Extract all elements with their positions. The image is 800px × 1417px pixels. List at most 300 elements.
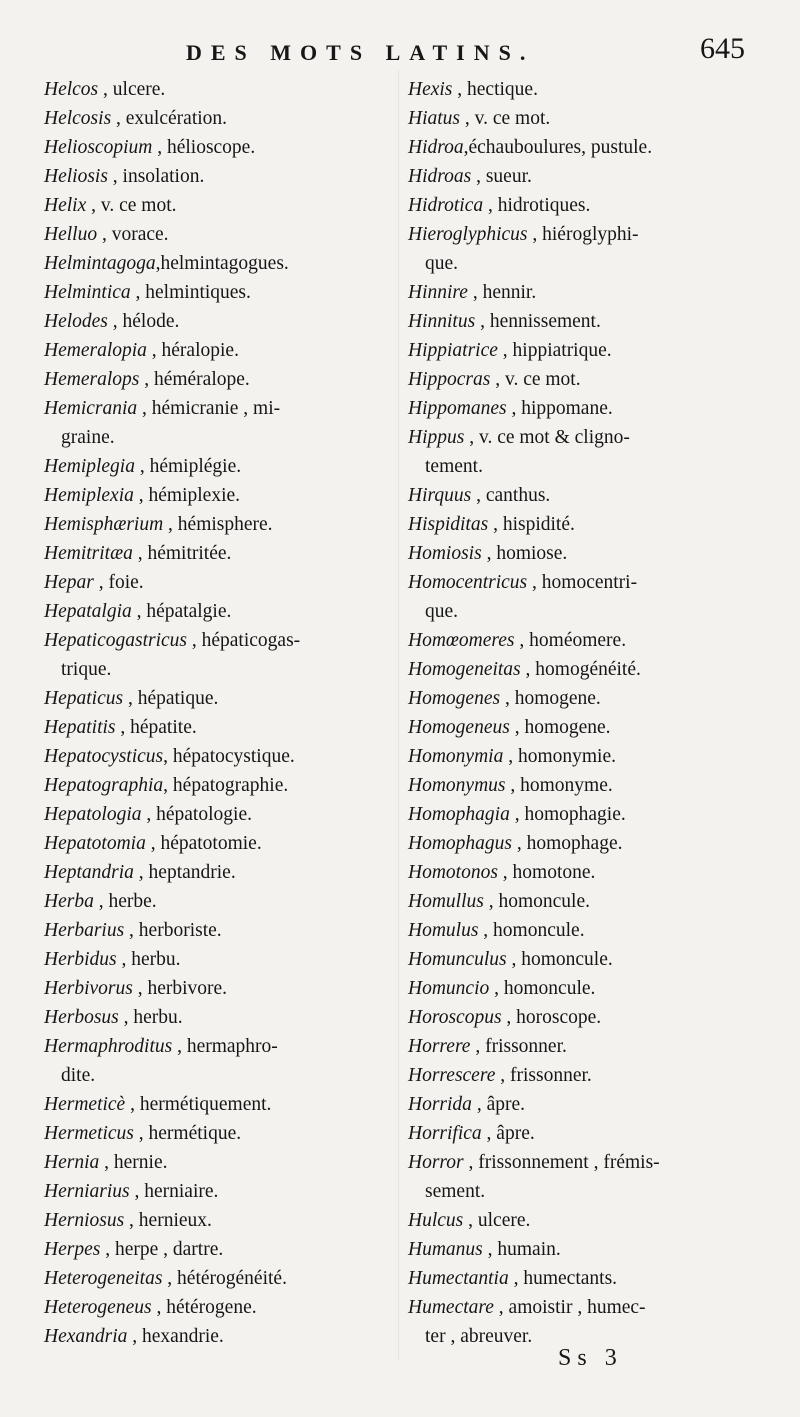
- entry-separator: ,: [475, 311, 490, 332]
- entry-separator: ,: [481, 1123, 497, 1144]
- latin-headword: Hirquus: [408, 485, 472, 506]
- french-translation: hippomane.: [521, 398, 613, 419]
- latin-headword: Horrida: [408, 1094, 472, 1115]
- latin-headword: Heliosis: [44, 166, 108, 187]
- french-translation: sement.: [425, 1181, 486, 1202]
- french-translation: hépaticogas-: [201, 630, 301, 651]
- latin-headword: Herbidus: [44, 949, 117, 970]
- french-translation: hémiplexie.: [148, 485, 241, 506]
- french-translation: hexandrie.: [142, 1326, 224, 1347]
- entry-separator: ,: [93, 891, 109, 912]
- latin-headword: Homophagia: [408, 804, 510, 825]
- entry-continuation: [44, 423, 394, 452]
- latin-headword: Hepaticus: [44, 688, 124, 709]
- entry-separator: ,: [129, 1181, 145, 1202]
- french-translation: homogene.: [514, 688, 601, 709]
- french-translation: hémiplégie.: [149, 456, 242, 477]
- french-translation: v. ce mot & cligno-: [478, 427, 630, 448]
- latin-headword: Humectare: [408, 1297, 494, 1318]
- printer-signature-mark: Ss 3: [558, 1345, 623, 1371]
- entry-separator: ,: [111, 108, 126, 129]
- entry-separator: ,: [163, 514, 178, 535]
- entry-separator: ,: [497, 862, 513, 883]
- french-translation: hippiatrique.: [512, 340, 612, 361]
- french-translation: v. ce mot.: [100, 195, 177, 216]
- dictionary-entry: [44, 1119, 394, 1148]
- latin-headword: Hippocras: [408, 369, 491, 390]
- entry-separator: ,: [506, 949, 522, 970]
- latin-headword: Hinnitus: [408, 311, 476, 332]
- latin-headword: Herbivorus: [44, 978, 133, 999]
- french-translation: herniaire.: [144, 1181, 219, 1202]
- latin-headword: Hippomanes: [408, 398, 507, 419]
- entry-separator: ,: [131, 601, 147, 622]
- french-translation: hépatalgie.: [146, 601, 232, 622]
- french-translation: hernieux.: [138, 1210, 212, 1231]
- latin-headword: Hexandria: [44, 1326, 128, 1347]
- entry-separator: ,: [471, 485, 486, 506]
- entry-separator: ,: [463, 137, 469, 158]
- entry-separator: ,: [483, 891, 499, 912]
- french-translation: que.: [425, 253, 459, 274]
- french-translation: ter , abreuver.: [425, 1326, 533, 1347]
- dictionary-entry: [408, 713, 758, 742]
- french-translation: hennissement.: [489, 311, 601, 332]
- french-translation: homotone.: [512, 862, 596, 883]
- french-translation: hémitritée.: [147, 543, 232, 564]
- latin-headword: Hemeralops: [44, 369, 140, 390]
- latin-headword: Horrere: [408, 1036, 471, 1057]
- dictionary-entry: [408, 916, 758, 945]
- latin-headword: Homulus: [408, 920, 479, 941]
- dictionary-entry: [408, 829, 758, 858]
- dictionary-entry: [44, 191, 394, 220]
- french-translation: homonyme.: [520, 775, 613, 796]
- dictionary-entry: [44, 713, 394, 742]
- french-translation: homoncule.: [493, 920, 585, 941]
- french-translation: ulcere.: [112, 79, 166, 100]
- french-translation: frissonnement , frémis-: [478, 1152, 660, 1173]
- french-translation: frissonner.: [485, 1036, 567, 1057]
- dictionary-entry: [44, 858, 394, 887]
- entry-continuation: [408, 249, 758, 278]
- entry-separator: ,: [172, 1036, 187, 1057]
- entry-separator: ,: [508, 1268, 524, 1289]
- entry-separator: ,: [483, 195, 498, 216]
- dictionary-entry: [408, 75, 758, 104]
- entry-separator: ,: [115, 717, 131, 738]
- dictionary-entry: [44, 133, 394, 162]
- french-translation: hermétique.: [148, 1123, 242, 1144]
- entry-separator: ,: [490, 369, 505, 390]
- dictionary-entry: [44, 1090, 394, 1119]
- dictionary-entry: [408, 510, 758, 539]
- dictionary-entry: [44, 249, 394, 278]
- french-translation: sueur.: [485, 166, 532, 187]
- dictionary-entry: [44, 974, 394, 1003]
- entry-separator: ,: [514, 630, 530, 651]
- french-translation: homoncule.: [498, 891, 590, 912]
- entry-separator: ,: [123, 688, 138, 709]
- dictionary-entry: [44, 1264, 394, 1293]
- dictionary-entry: [408, 1293, 758, 1322]
- latin-headword: Horror: [408, 1152, 464, 1173]
- french-translation: héralopie.: [161, 340, 239, 361]
- entry-separator: ,: [495, 1065, 510, 1086]
- entry-separator: ,: [116, 949, 132, 970]
- dictionary-entry: [44, 481, 394, 510]
- entry-continuation: [44, 1061, 394, 1090]
- entry-separator: ,: [125, 1094, 140, 1115]
- dictionary-entry: [44, 1032, 394, 1061]
- french-translation: ulcere.: [477, 1210, 531, 1231]
- dictionary-entry: [408, 655, 758, 684]
- latin-headword: Hemiplexia: [44, 485, 134, 506]
- column-gutter: [398, 70, 399, 1360]
- french-translation: herpe , dartre.: [114, 1239, 224, 1260]
- entry-separator: ,: [152, 137, 167, 158]
- dictionary-entry: [408, 858, 758, 887]
- dictionary-entry: [44, 1177, 394, 1206]
- latin-headword: Hulcus: [408, 1210, 464, 1231]
- entry-continuation: [408, 452, 758, 481]
- entry-separator: ,: [471, 1094, 487, 1115]
- dictionary-entry: [408, 1119, 758, 1148]
- dictionary-entry: [408, 104, 758, 133]
- french-translation: homogénéité.: [535, 659, 641, 680]
- dictionary-entry: [408, 1264, 758, 1293]
- dictionary-entry: [408, 887, 758, 916]
- french-translation: hépatique.: [137, 688, 219, 709]
- dictionary-entry: [408, 1061, 758, 1090]
- dictionary-entry: [44, 307, 394, 336]
- latin-headword: Herniosus: [44, 1210, 125, 1231]
- french-translation: âpre.: [486, 1094, 525, 1115]
- french-translation: hépatocystique.: [172, 746, 295, 767]
- entry-continuation: [408, 597, 758, 626]
- latin-headword: Homogeneitas: [408, 659, 521, 680]
- entry-separator: ,: [124, 1210, 139, 1231]
- dictionary-entry: [408, 220, 758, 249]
- latin-headword: Hemicrania: [44, 398, 138, 419]
- entry-separator: ,: [471, 166, 486, 187]
- entry-separator: ,: [505, 775, 521, 796]
- entry-separator: ,: [163, 746, 173, 767]
- entry-separator: ,: [130, 282, 146, 303]
- entry-separator: ,: [133, 1123, 149, 1144]
- dictionary-entry: [44, 597, 394, 626]
- entry-separator: ,: [489, 978, 504, 999]
- dictionary-entry: [44, 336, 394, 365]
- dictionary-entry: [408, 1032, 758, 1061]
- entry-separator: ,: [133, 485, 149, 506]
- latin-headword: Homogeneus: [408, 717, 510, 738]
- latin-headword: Helodes: [44, 311, 108, 332]
- dictionary-entry: [408, 539, 758, 568]
- french-translation: herbu.: [133, 1007, 183, 1028]
- french-translation: hétérogene.: [166, 1297, 257, 1318]
- french-translation: homoncule.: [503, 978, 596, 999]
- french-translation: canthus.: [485, 485, 551, 506]
- french-translation: graine.: [61, 427, 115, 448]
- french-translation: exulcération.: [125, 108, 228, 129]
- latin-headword: Homiosis: [408, 543, 482, 564]
- dictionary-entry: [408, 626, 758, 655]
- entry-separator: ,: [155, 253, 161, 274]
- latin-headword: Hieroglyphicus: [408, 224, 528, 245]
- french-translation: homonymie.: [517, 746, 616, 767]
- latin-headword: Hinnire: [408, 282, 468, 303]
- latin-headword: Helmintagoga: [44, 253, 156, 274]
- french-translation: herboriste.: [138, 920, 222, 941]
- latin-headword: Hemeralopia: [44, 340, 147, 361]
- french-translation: homophage.: [526, 833, 623, 854]
- latin-headword: Homogenes: [408, 688, 501, 709]
- french-translation: herbivore.: [147, 978, 228, 999]
- entry-separator: ,: [132, 978, 148, 999]
- entry-separator: ,: [98, 79, 113, 100]
- french-translation: humain.: [497, 1239, 561, 1260]
- latin-headword: Hidrotica: [408, 195, 484, 216]
- dictionary-entry: [408, 568, 758, 597]
- entry-separator: ,: [503, 746, 518, 767]
- latin-headword: Helmintica: [44, 282, 131, 303]
- dictionary-entry: [408, 423, 758, 452]
- latin-headword: Horrifica: [408, 1123, 482, 1144]
- dictionary-entry: [408, 133, 758, 162]
- latin-headword: Hepatographia: [44, 775, 164, 796]
- dictionary-entry: [408, 481, 758, 510]
- entry-separator: ,: [137, 398, 152, 419]
- latin-headword: Homonymus: [408, 775, 506, 796]
- latin-headword: Hippus: [408, 427, 465, 448]
- latin-headword: Hemiplegia: [44, 456, 135, 477]
- entry-separator: ,: [86, 195, 101, 216]
- latin-headword: Helioscopium: [44, 137, 153, 158]
- entry-separator: ,: [93, 572, 109, 593]
- entry-separator: ,: [463, 1210, 478, 1231]
- dictionary-entry: [44, 684, 394, 713]
- dictionary-entry: [408, 394, 758, 423]
- latin-headword: Homuncio: [408, 978, 490, 999]
- french-translation: hidrotiques.: [497, 195, 591, 216]
- entry-separator: ,: [127, 1326, 143, 1347]
- dictionary-entry: [44, 1235, 394, 1264]
- entry-separator: ,: [488, 514, 503, 535]
- entry-separator: ,: [163, 775, 173, 796]
- french-translation: homoncule.: [521, 949, 613, 970]
- dictionary-entry: [44, 626, 394, 655]
- latin-headword: Hiatus: [408, 108, 461, 129]
- french-translation: hiéroglyphi-: [542, 224, 639, 245]
- right-column: [408, 75, 758, 1351]
- entry-separator: ,: [463, 1152, 479, 1173]
- latin-headword: Hepatitis: [44, 717, 116, 738]
- dictionary-entry: [44, 945, 394, 974]
- entry-separator: ,: [452, 79, 468, 100]
- dictionary-entry: [44, 1206, 394, 1235]
- french-translation: horoscope.: [516, 1007, 602, 1028]
- latin-headword: Horrescere: [408, 1065, 496, 1086]
- entry-separator: ,: [467, 282, 483, 303]
- latin-headword: Hepatalgia: [44, 601, 132, 622]
- entry-separator: ,: [100, 1239, 115, 1260]
- entry-separator: ,: [97, 224, 112, 245]
- latin-headword: Hidroas: [408, 166, 472, 187]
- dictionary-entry: [44, 1148, 394, 1177]
- french-translation: v. ce mot.: [504, 369, 581, 390]
- french-translation: dite.: [61, 1065, 96, 1086]
- dictionary-entry: [408, 336, 758, 365]
- entry-separator: ,: [162, 1268, 178, 1289]
- dictionary-entry: [408, 1090, 758, 1119]
- latin-headword: Hermeticè: [44, 1094, 126, 1115]
- dictionary-entry: [408, 307, 758, 336]
- french-translation: homiose.: [496, 543, 568, 564]
- latin-headword: Heptandria: [44, 862, 134, 883]
- entry-separator: ,: [520, 659, 536, 680]
- latin-headword: Humanus: [408, 1239, 483, 1260]
- latin-headword: Hexis: [408, 79, 453, 100]
- french-translation: herbe.: [108, 891, 157, 912]
- entry-separator: ,: [134, 456, 150, 477]
- latin-headword: Heterogeneus: [44, 1297, 152, 1318]
- entry-separator: ,: [186, 630, 202, 651]
- latin-headword: Herbosus: [44, 1007, 119, 1028]
- entry-separator: ,: [151, 1297, 167, 1318]
- french-translation: hernie.: [113, 1152, 168, 1173]
- entry-separator: ,: [509, 717, 525, 738]
- entry-separator: ,: [478, 920, 494, 941]
- entry-separator: ,: [506, 398, 522, 419]
- dictionary-entry: [44, 568, 394, 597]
- latin-headword: Herbarius: [44, 920, 125, 941]
- latin-headword: Hermaphroditus: [44, 1036, 173, 1057]
- running-header: [0, 30, 800, 70]
- french-translation: héméralope.: [153, 369, 250, 390]
- entry-separator: ,: [501, 1007, 517, 1028]
- french-translation: homophagie.: [524, 804, 626, 825]
- french-translation: helmintiques.: [145, 282, 251, 303]
- latin-headword: Helcos: [44, 79, 99, 100]
- latin-headword: Helix: [44, 195, 87, 216]
- dictionary-entry: [408, 278, 758, 307]
- dictionary-entry: [408, 1235, 758, 1264]
- french-translation: hépatologie.: [156, 804, 252, 825]
- dictionary-entry: [408, 1206, 758, 1235]
- left-column: [44, 75, 394, 1351]
- french-translation: humectants.: [523, 1268, 618, 1289]
- latin-headword: Hippiatrice: [408, 340, 498, 361]
- latin-headword: Herniarius: [44, 1181, 130, 1202]
- french-translation: v. ce mot.: [474, 108, 551, 129]
- entry-separator: ,: [509, 804, 525, 825]
- french-translation: insolation.: [122, 166, 205, 187]
- french-translation: heptandrie.: [148, 862, 236, 883]
- entry-separator: ,: [481, 543, 497, 564]
- dictionary-entry: [44, 1322, 394, 1351]
- entry-separator: ,: [512, 833, 527, 854]
- entry-continuation: [408, 1177, 758, 1206]
- entry-separator: ,: [133, 862, 149, 883]
- latin-headword: Hepatologia: [44, 804, 142, 825]
- latin-headword: Horoscopus: [408, 1007, 502, 1028]
- entry-separator: ,: [141, 804, 157, 825]
- french-translation: hépatotomie.: [160, 833, 262, 854]
- entry-separator: ,: [146, 340, 162, 361]
- french-translation: hectique.: [467, 79, 538, 100]
- entry-separator: ,: [145, 833, 161, 854]
- entry-separator: ,: [527, 572, 542, 593]
- latin-headword: Homonymia: [408, 746, 504, 767]
- dictionary-entry: [44, 510, 394, 539]
- entry-separator: ,: [500, 688, 515, 709]
- latin-headword: Helcosis: [44, 108, 112, 129]
- dictionary-entry: [44, 162, 394, 191]
- entry-separator: ,: [497, 340, 513, 361]
- dictionary-entry: [44, 75, 394, 104]
- french-translation: hélioscope.: [166, 137, 256, 158]
- latin-headword: Homullus: [408, 891, 484, 912]
- dictionary-entry: [44, 104, 394, 133]
- french-translation: échauboulures, pustule.: [468, 137, 653, 158]
- french-translation: tement.: [425, 456, 483, 477]
- latin-headword: Homophagus: [408, 833, 513, 854]
- french-translation: homéomere.: [529, 630, 627, 651]
- entry-separator: ,: [99, 1152, 114, 1173]
- dictionary-entry: [44, 394, 394, 423]
- french-translation: hémisphere.: [177, 514, 273, 535]
- french-translation: hépatographie.: [172, 775, 289, 796]
- latin-headword: Homotonos: [408, 862, 498, 883]
- dictionary-entry: [44, 800, 394, 829]
- dictionary-entry: [408, 162, 758, 191]
- french-translation: hermétiquement.: [139, 1094, 272, 1115]
- entry-separator: ,: [107, 311, 123, 332]
- dictionary-entry: [408, 684, 758, 713]
- french-translation: hermaphro-: [186, 1036, 278, 1057]
- french-translation: hennir.: [482, 282, 537, 303]
- dictionary-entry: [408, 1003, 758, 1032]
- dictionary-entry: [44, 916, 394, 945]
- dictionary-entry: [408, 800, 758, 829]
- entry-separator: ,: [124, 920, 139, 941]
- french-translation: frissonner.: [510, 1065, 592, 1086]
- dictionary-entry: [44, 1003, 394, 1032]
- dictionary-entry: [44, 539, 394, 568]
- running-title: DES MOTS LATINS.: [186, 40, 535, 65]
- dictionary-entry: [408, 365, 758, 394]
- french-translation: helmintagogues.: [160, 253, 289, 274]
- dictionary-entry: [44, 278, 394, 307]
- entry-separator: ,: [470, 1036, 486, 1057]
- dictionary-entry: [44, 365, 394, 394]
- latin-headword: Hernia: [44, 1152, 100, 1173]
- french-translation: hémicranie , mi-: [151, 398, 281, 419]
- latin-headword: Helluo: [44, 224, 98, 245]
- latin-headword: Homocentricus: [408, 572, 528, 593]
- dictionary-entry: [408, 945, 758, 974]
- latin-headword: Hepatotomia: [44, 833, 146, 854]
- french-translation: foie.: [108, 572, 144, 593]
- dictionary-entry: [44, 829, 394, 858]
- latin-headword: Heterogeneitas: [44, 1268, 163, 1289]
- french-translation: que.: [425, 601, 459, 622]
- latin-headword: Hidroa: [408, 137, 464, 158]
- page-number: 645: [700, 32, 745, 65]
- french-translation: hélode.: [122, 311, 180, 332]
- french-translation: amoistir , humec-: [508, 1297, 646, 1318]
